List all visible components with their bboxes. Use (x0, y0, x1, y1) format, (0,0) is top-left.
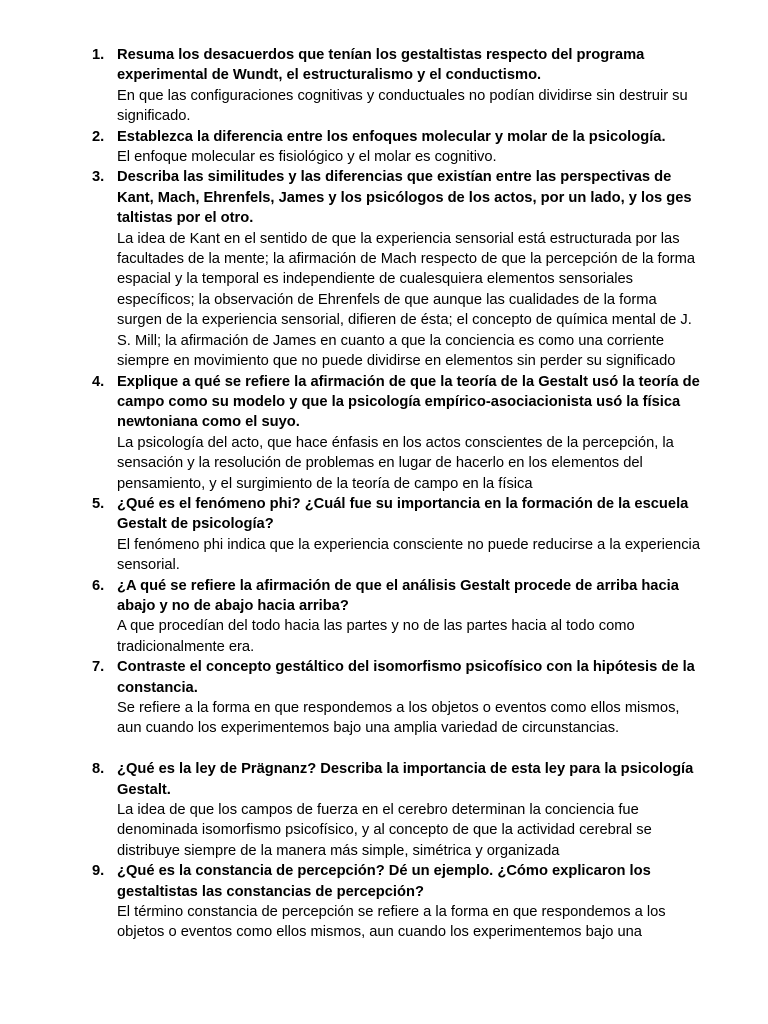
list-item-5 (0, 494, 768, 576)
item-number: 6. (92, 577, 105, 594)
list-item-1 (0, 45, 768, 127)
list-item-7 (0, 657, 768, 739)
list-item-3 (0, 167, 768, 371)
question-text: ¿Qué es la constancia de percepción? Dé un ejemplo. ¿Cómo explicaron los gestaltistas las constancias de percepción? (117, 863, 651, 900)
item-number: 8. (92, 761, 105, 778)
answer-text: La idea de que los campos de fuerza en el cerebro determinan la conciencia fue denominada isomorfismo psicofísico, y al concepto de que la actividad cerebral se distribuye siempre de la manera más simple, simétrica y organizada (117, 802, 652, 859)
list-item-6 (0, 576, 768, 658)
list-item-4 (0, 372, 768, 494)
item-number: 9. (92, 863, 105, 880)
question-text: ¿Qué es el fenómeno phi? ¿Cuál fue su importancia en la formación de la escuela Gestalt de psicología? (117, 495, 689, 533)
answer-text: El término constancia de percepción se refiere a la forma en que respondemos a los objetos o eventos como ellos mismos, aun cuando los experimentemos bajo una (117, 904, 666, 941)
item-number: 7. (92, 659, 105, 676)
question-text: Explique a qué se refiere la afirmación de que la teoría de la Gestalt usó la teoría de campo como su modelo y que la psicología empírico-asociacionista usó la física newtoniana como el suyo. (117, 373, 700, 431)
question-text: ¿A qué se refiere la afirmación de que el análisis Gestalt procede de arriba hacia abajo y no de abajo hacia arriba? (117, 577, 679, 614)
list-item-8 (0, 759, 768, 861)
item-number: 4. (92, 373, 105, 390)
answer-text: Se refiere a la forma en que respondemos a los objetos o eventos como ellos mismos, aun cuando los experimentemos bajo una amplia variedad de circunstancias. (117, 700, 680, 737)
item-number: 1. (92, 47, 105, 63)
question-text: Contraste el concepto gestáltico del isomorfismo psicofísico con la hipótesis de la constancia. (117, 659, 695, 696)
answer-text: El enfoque molecular es fisiológico y el molar es cognitivo. (117, 149, 497, 166)
item-number: 5. (92, 495, 105, 512)
answer-text: El fenómeno phi indica que la experiencia consciente no puede reducirse a la experiencia sensorial. (117, 536, 700, 574)
question-text: Resuma los desacuerdos que tenían los gestaltistas respecto del programa experimental de Wundt, el estructuralismo y el conductismo. (117, 47, 645, 84)
question-list (0, 45, 768, 943)
question-text: Establezca la diferencia entre los enfoques molecular y molar de la psicología. (117, 128, 666, 145)
answer-text: A que procedían del todo hacia las partes y no de las partes hacia al todo como tradicionalmente era. (117, 618, 635, 655)
item-number: 3. (92, 169, 105, 186)
list-item-9 (0, 861, 768, 943)
list-item-2 (0, 127, 768, 168)
answer-text: La idea de Kant en el sentido de que la experiencia sensorial está estructurada por las facultades de la mente; la afirmación de Mach respecto de que la percepción de la forma espacial y la temporal es independiente de cualesquiera elementos sensoriales específicos; la observación de Ehrenfels de que aunque las cualidades de la forma surgen de la experiencia sensorial, difieren de ésta; el concepto de química mental de J. S. Mill; la afirmación de James en cuanto a que la conciencia es como una corriente siempre en movimiento que no puede dividirse en elementos sin perder su significado (117, 230, 696, 370)
answer-text: En que las configuraciones cognitivas y conductuales no podían dividirse sin destruir su significado. (117, 87, 688, 125)
question-text: ¿Qué es la ley de Prägnanz? Describa la importancia de esta ley para la psicología Gestalt. (117, 761, 694, 798)
answer-text: La psicología del acto, que hace énfasis en los actos conscientes de la percepción, la sensación y la resolución de problemas en lugar de hacerlo en los elementos del pensamiento, y el surgimiento de la teoría de campo en la física (117, 434, 674, 492)
question-text: Describa las similitudes y las diferencias que existían entre las perspectivas de Kant, Mach, Ehrenfels, James y los psicólogos de los actos, por un lado, y los ges taltistas por el otro. (117, 169, 692, 227)
item-number: 2. (92, 128, 105, 145)
